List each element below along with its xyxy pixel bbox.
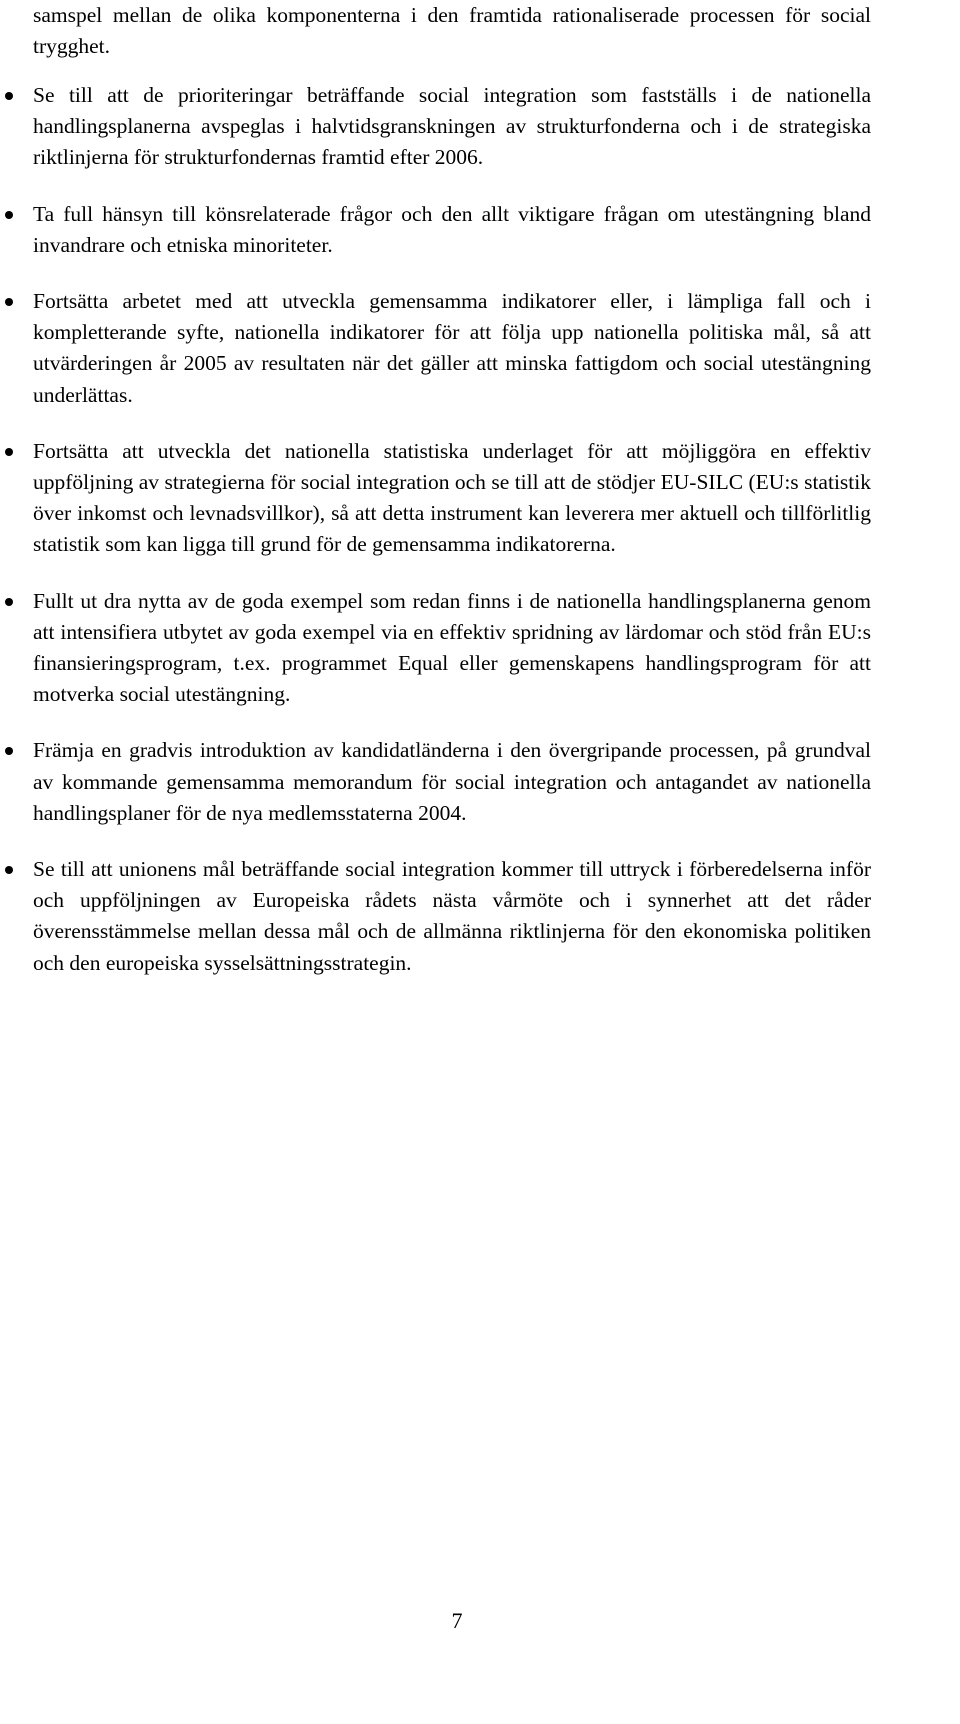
list-item bbox=[0, 436, 871, 561]
list-item-text: Fortsätta arbetet med att utveckla gemensamma indikatorer eller, i lämpliga fall och i kompletterande syfte, nationella indikatorer för att följa upp nationella politiska mål, så att utvärderingen år 2005 av resultaten när det gäller att minska fattigdom och social utestängning underlättas. bbox=[33, 289, 871, 407]
list-item bbox=[0, 735, 871, 829]
bullet-icon bbox=[5, 448, 13, 456]
list-item-text: Se till att unionens mål beträffande social integration kommer till uttryck i förberedelserna inför och uppföljningen av Europeiska rådets nästa vårmöte och i synnerhet att det råder överensstämmelse mellan dessa mål och de allmänna riktlinjerna för den ekonomiska politiken och den europeiska sysselsättningsstrategin. bbox=[33, 857, 871, 975]
bullet-icon bbox=[5, 866, 13, 874]
bullet-icon bbox=[5, 598, 13, 606]
bullet-icon bbox=[5, 92, 13, 100]
intro-paragraph: samspel mellan de olika komponenterna i den framtida rationaliserade processen för social trygghet. bbox=[33, 3, 871, 59]
bullet-icon bbox=[5, 747, 13, 755]
bullet-icon bbox=[5, 298, 13, 306]
list-item bbox=[0, 854, 871, 979]
list-item bbox=[0, 286, 871, 411]
list-item-text: Se till att de prioriteringar beträffande social integration som fastställs i de nationella handlingsplanerna avspeglas i halvtidsgranskningen av strukturfonderna och i de strategiska riktlinjerna för strukturfondernas framtid efter 2006. bbox=[33, 83, 871, 170]
list-item bbox=[0, 80, 871, 174]
recommendation-list bbox=[0, 80, 960, 1004]
list-item bbox=[0, 586, 871, 711]
list-item bbox=[0, 199, 871, 261]
list-item-text: Fullt ut dra nytta av de goda exempel som redan finns i de nationella handlingsplanerna genom att intensifiera utbytet av goda exempel via en effektiv spridning av lärdomar och stöd från EU:s finansieringsprogram, t.ex. programmet Equal eller gemenskapens handlingsprogram för att motverka social utestängning. bbox=[33, 588, 871, 707]
list-item-text: Ta full hänsyn till könsrelaterade frågor och den allt viktigare frågan om utestängning bland invandrare och etniska minoriteter. bbox=[33, 201, 871, 257]
list-item-text: Fortsätta att utveckla det nationella statistiska underlaget för att möjliggöra en effektiv uppföljning av strategierna för social integration och se till att de stödjer EU-SILC (EU:s statistik över inkomst och levnadsvillkor), så att detta instrument kan leverera mer aktuell och tillförlitlig statistik som kan ligga till grund för de gemensamma indikatorerna. bbox=[33, 438, 871, 557]
list-item-text: Främja en gradvis introduktion av kandidatländerna i den övergripande processen, på grundval av kommande gemensamma memorandum för social integration och antagandet av nationella handlingsplaner för de nya medlemsstaterna 2004. bbox=[33, 738, 871, 825]
page-number: 7 bbox=[451, 1608, 463, 1633]
bullet-icon bbox=[5, 211, 13, 219]
